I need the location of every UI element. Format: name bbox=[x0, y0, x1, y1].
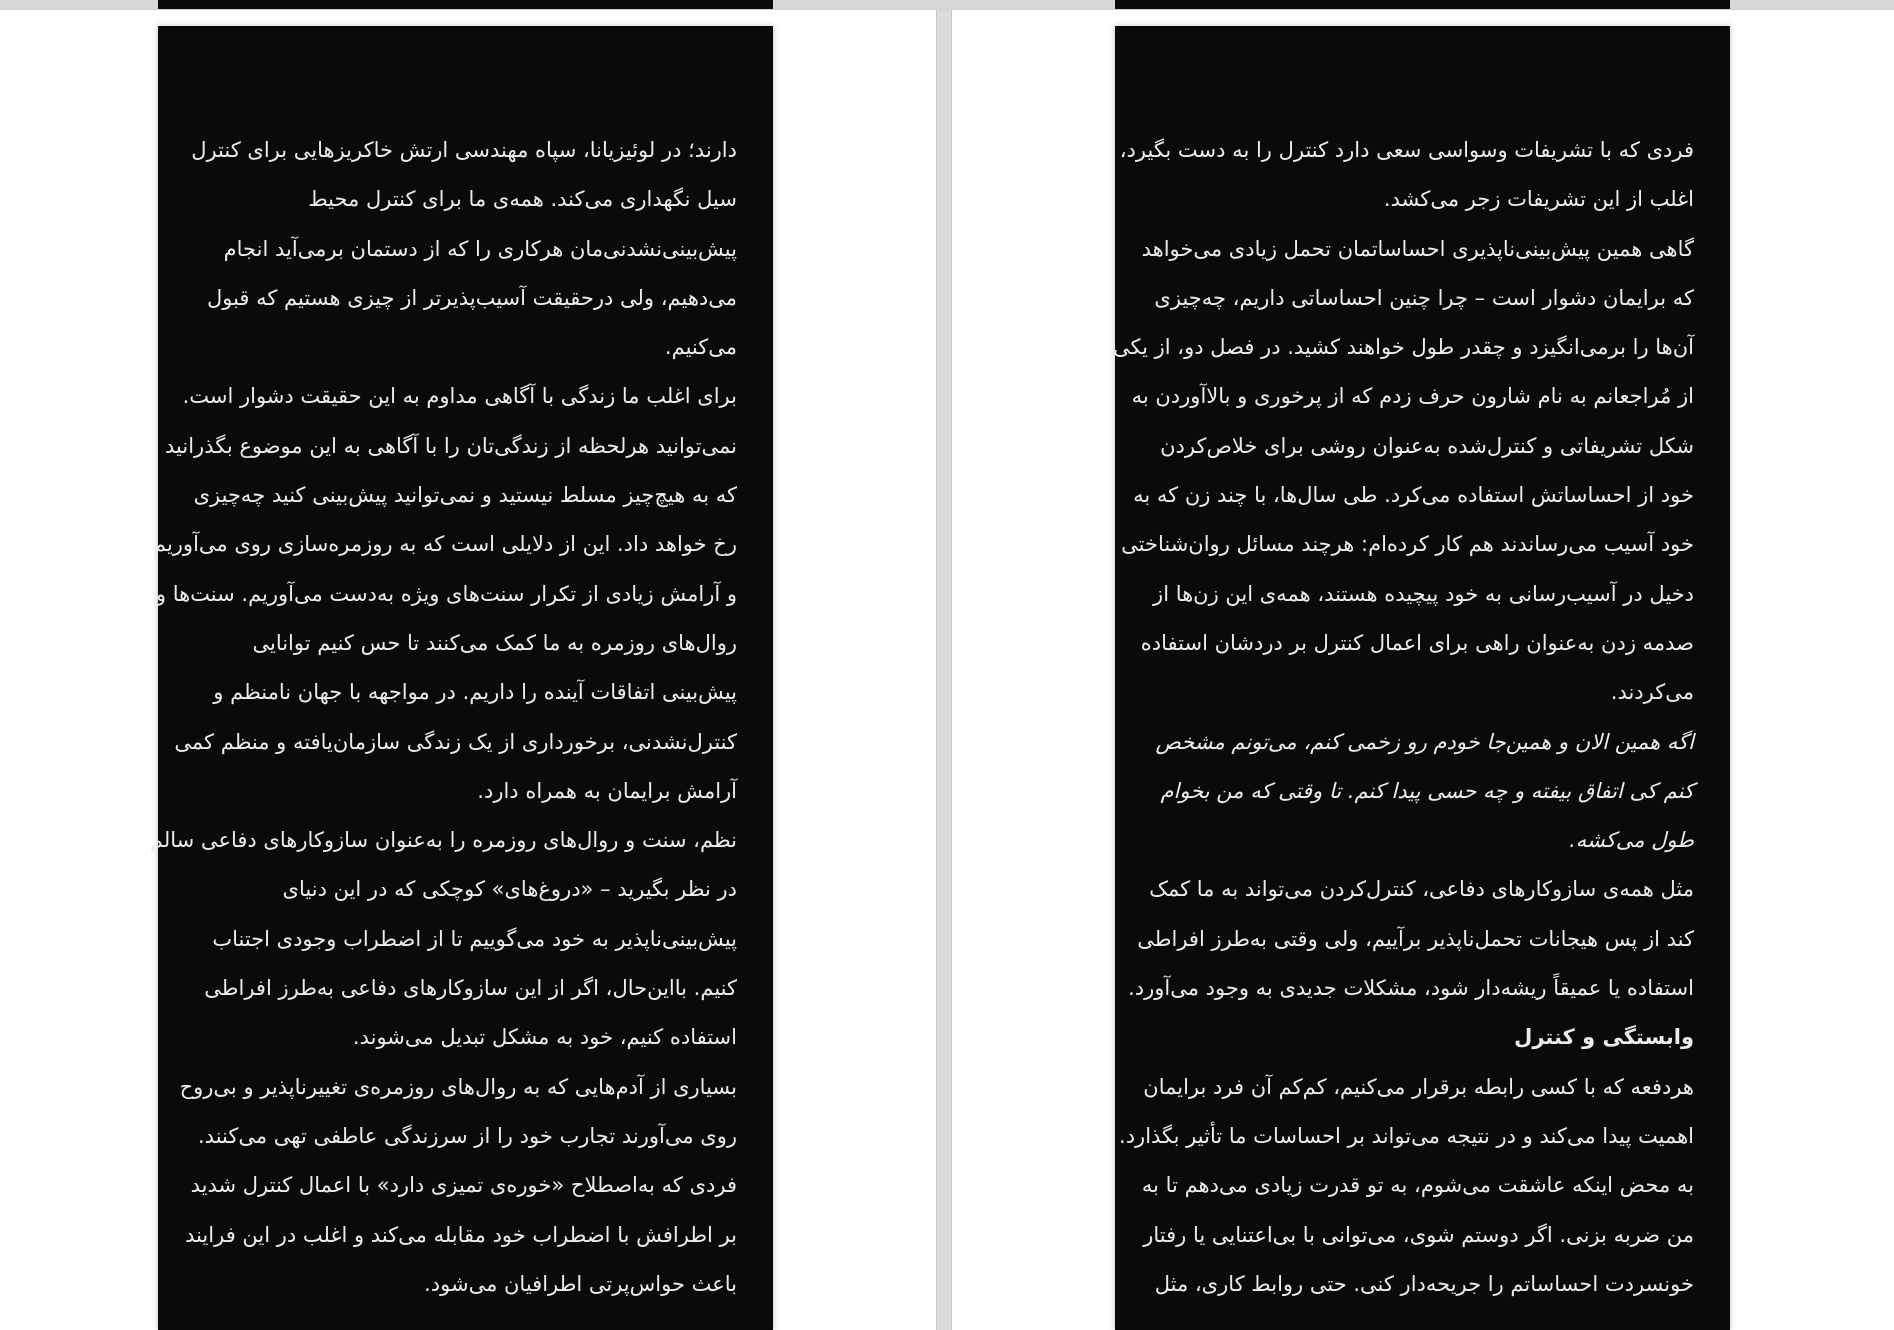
text-line: دخیل در آسیب‌رسانی به خود پیچیده هستند، همه‌ی این زن‌ها از bbox=[1153, 581, 1694, 606]
text-line: بر اطرافش با اضطراب خود مقابله می‌کند و اغلب در این فرایند bbox=[185, 1222, 737, 1247]
text-line: در نظر بگیرید – «دروغ‌های» کوچکی که در این دنیای bbox=[282, 877, 737, 902]
section-heading: وابستگی و کنترل bbox=[1514, 1025, 1694, 1050]
text-line: آن‌ها را برمی‌انگیزد و چقدر طول خواهند کشید. در فصل دو، از یکی bbox=[1113, 335, 1694, 360]
text-line: کنم کی اتفاق بیفته و چه حسی پیدا کنم. تا وقتی که من بخوام bbox=[1160, 778, 1694, 803]
prev-page-strip-right bbox=[1115, 0, 1730, 9]
text-line: می‌دهیم، ولی درحقیقت آسیب‌پذیرتر از چیزی هستیم که قبول bbox=[206, 285, 737, 310]
text-line: استفاده یا عمیقاً ریشه‌دار شود، مشکلات جدیدی به وجود می‌آورد. bbox=[1128, 976, 1694, 1001]
text-line: شکل تشریفاتی و کنترل‌شده به‌عنوان روشی برای خلاص‌کردن bbox=[1160, 433, 1694, 458]
text-line: خود از احساساتش استفاده می‌کرد. طی سال‌ها، با چند زن که به bbox=[1133, 483, 1694, 508]
text-line: فردی که به‌اصطلاح «خوره‌ی تمیزی دارد» با اعمال کنترل شدید bbox=[190, 1173, 737, 1198]
text-line: نمی‌توانید هرلحظه از زندگی‌تان را با آگاهی به این موضوع بگذرانید bbox=[165, 433, 737, 458]
text-line: هردفعه که با کسی رابطه برقرار می‌کنیم، کم‌کم آن فرد برایمان bbox=[1143, 1074, 1694, 1099]
text-line: اهمیت پیدا می‌کند و در نتیجه می‌تواند بر احساسات ما تأثیر بگذارد. bbox=[1119, 1123, 1694, 1148]
text-line: رخ خواهد داد. این از دلایلی است که به روزمره‌سازی روی می‌آوریم bbox=[152, 532, 737, 557]
text-line: کند از پس هیجانات تحمل‌ناپذیر برآییم، ولی وقتی به‌طرز افراطی bbox=[1137, 926, 1694, 951]
text-line: و آرامش زیادی از تکرار سنت‌های ویژه به‌دست می‌آوریم. سنت‌ها و bbox=[155, 581, 737, 606]
text-line: می‌کردند. bbox=[1610, 680, 1694, 705]
text-line: صدمه زدن به‌عنوان راهی برای اعمال کنترل بر دردشان استفاده bbox=[1140, 630, 1694, 655]
text-line: دارند؛ در لوئیزیانا، سپاه مهندسی ارتش خاکریزهایی برای کنترل bbox=[191, 138, 737, 162]
text-line: اگه همین الان و همین‌جا خودم رو زخمی کنم، می‌تونم مشخص bbox=[1155, 729, 1694, 754]
text-line: خود آسیب می‌رساندند هم کار کرده‌ام: هرچند مسائل روان‌شناختی bbox=[1121, 532, 1694, 557]
body-text-left bbox=[149, 126, 737, 1309]
page-gutter bbox=[936, 0, 952, 1330]
text-line: سیل نگهداری می‌کند. همه‌ی ما برای کنترل محیط bbox=[308, 187, 737, 212]
text-line: فردی که با تشریفات وسواسی سعی دارد کنترل را به دست بگیرد، bbox=[1119, 138, 1694, 162]
text-line: که برایمان دشوار است – چرا چنین احساساتی داریم، چه‌چیزی bbox=[1154, 285, 1694, 310]
text-line: اغلب از این تشریفات زجر می‌کشد. bbox=[1383, 187, 1694, 212]
text-line: استفاده کنیم، خود به مشکل تبدیل می‌شوند. bbox=[352, 1025, 737, 1050]
prev-page-strip-left bbox=[158, 0, 773, 9]
text-line: از مُراجعانم به نام شارون حرف زدم که از پرخوری و بالاآوردن به bbox=[1131, 384, 1694, 409]
dark-page-right bbox=[1115, 26, 1730, 1330]
text-line: مثل همه‌ی سازوکارهای دفاعی، کنترل‌کردن می‌تواند به ما کمک bbox=[1149, 877, 1694, 902]
text-line: برای اغلب ما زندگی با آگاهی مداوم به این حقیقت دشوار است. bbox=[182, 384, 737, 409]
text-line: طول می‌کشه. bbox=[1569, 828, 1694, 853]
text-line: نظم، سنت و روال‌های روزمره را به‌عنوان سازوکارهای دفاعی سالم bbox=[149, 828, 737, 853]
body-text-right bbox=[1113, 126, 1694, 1309]
text-line: پیش‌بینی‌ناپذیر به خود می‌گوییم تا از اضطراب وجودی اجتناب bbox=[212, 926, 737, 951]
text-line: بسیاری از آدم‌هایی که به روال‌های روزمره‌ی تغییرناپذیر و بی‌روح bbox=[179, 1074, 737, 1099]
text-line: که به هیچ‌چیز مسلط نیستید و نمی‌توانید پیش‌بینی کنید چه‌چیزی bbox=[193, 483, 737, 508]
text-line: آرامش برایمان به همراه دارد. bbox=[477, 778, 737, 803]
text-line: پیش‌بینی‌نشدنی‌مان هرکاری را که از دستمان برمی‌آید انجام bbox=[223, 236, 737, 261]
text-line: روی می‌آورند تجارب خود را از سرزندگی عاطفی تهی می‌کنند. bbox=[198, 1123, 737, 1148]
text-line: من ضربه بزنی. اگر دوستم شوی، می‌توانی با بی‌اعتنایی یا رفتار bbox=[1143, 1222, 1694, 1247]
text-line: روال‌های روزمره به ما کمک می‌کنند تا حس کنیم توانایی bbox=[252, 630, 737, 655]
text-line: به محض اینکه عاشقت می‌شوم، به تو قدرت زیادی می‌دهم تا به bbox=[1141, 1173, 1694, 1198]
dark-page-left bbox=[149, 26, 773, 1330]
text-line: خونسردت احساساتم را جریحه‌دار کنی. حتی روابط کاری، مثل bbox=[1154, 1271, 1694, 1296]
text-line: می‌کنیم. bbox=[664, 335, 737, 360]
text-line: باعث حواس‌پرتی اطرافیان می‌شود. bbox=[424, 1271, 737, 1296]
text-line: گاهی همین پیش‌بینی‌ناپذیری احساساتمان تحمل زیادی می‌خواهد bbox=[1141, 236, 1694, 261]
text-line: کنیم. بااین‌حال، اگر از این سازوکارهای دفاعی به‌طرز افراطی bbox=[204, 976, 737, 1001]
text-line: پیش‌بینی اتفاقات آینده را داریم. در مواجهه با جهان نامنظم و bbox=[213, 680, 737, 705]
text-line: کنترل‌نشدنی، برخورداری از یک زندگی سازمان‌یافته و منظم کمی bbox=[174, 729, 737, 754]
